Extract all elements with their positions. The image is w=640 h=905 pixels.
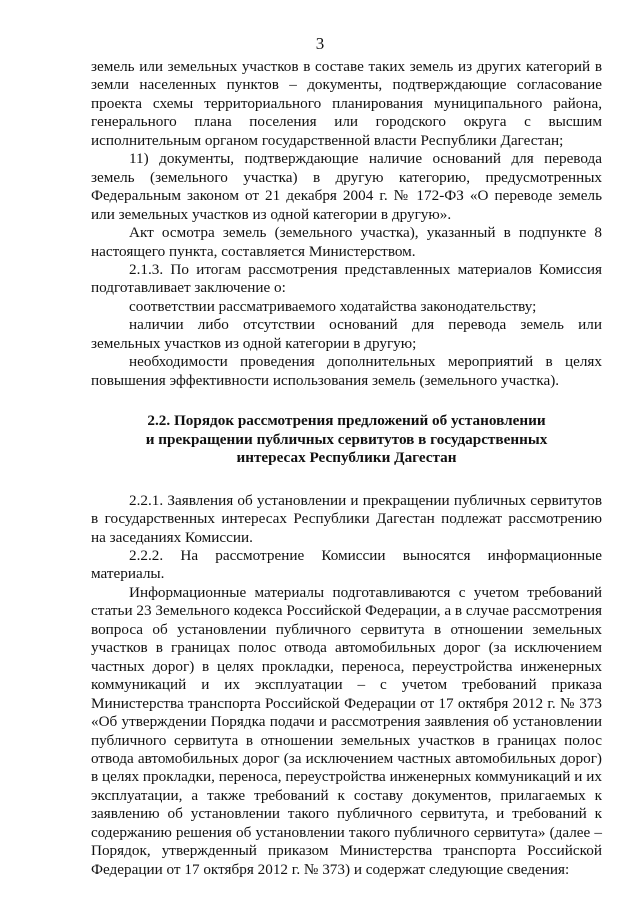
- page-number: 3: [315, 34, 325, 53]
- section-heading: [91, 412, 602, 468]
- paragraph: 2.1.3. По итогам рассмотрения представленных материалов Комиссия подготавливает заключение о:: [91, 260, 602, 297]
- document-body: [91, 58, 602, 879]
- heading-line: 2.2. Порядок рассмотрения предложений об установлении: [147, 412, 546, 430]
- heading-line: и прекращении публичных сервитутов в государственных: [145, 430, 548, 448]
- paragraph: 2.2.2. На рассмотрение Комиссии выносятся информационные материалы.: [91, 547, 602, 583]
- paragraph: Акт осмотра земель (земельного участка), указанный в подпункте 8 настоящего пункта, составляется Министерством.: [91, 224, 602, 260]
- paragraph: 2.2.1. Заявления об установлении и прекращении публичных сервитутов в государственных интересах Республики Дагестан подлежат рассмотрению на заседаниях Комиссии.: [91, 491, 602, 546]
- paragraph: Информационные материалы подготавливаются с учетом требований статьи 23 Земельного кодекса Российской Федерации, а в случае рассмотрения вопроса об установлении публичного сервитута в отношении земельных участков в границах полос отвода автомобильных дорог (за исключением частных дорог) в целях прокладки, переноса, переустройства инженерных коммуникаций и их эксплуатации – с учетом требований приказа Министерства транспорта Российской Федерации от 17 октября 2012 г. № 373 «Об утверждении Порядка подачи и рассмотрения заявления об установлении публичного сервитута в отношении земельных участков в границах полос отвода автомобильных дорог (за исключением частных автомобильных дорог) в целях прокладки, переноса, переустройства инженерных коммуникаций и их эксплуатации, а также требований к составу документов, прилагаемых к заявлению об установлении такого публичного сервитута, и требований к содержанию решения об установлении такого публичного сервитута» (далее – Порядок, утвержденный приказом Министерства транспорта Российской Федерации от 17 октября 2012 г. № 373) и содержат следующие сведения:: [91, 583, 602, 878]
- paragraph: необходимости проведения дополнительных мероприятий в целях повышения эффективности использования земель (земельного участка).: [91, 353, 602, 389]
- heading-line: интересах Республики Дагестан: [236, 449, 457, 467]
- paragraph: земель или земельных участков в составе таких земель из других категорий в земли населенных пунктов – документы, подтверждающие согласование проекта схемы территориального планирования муниципального района, генерального плана поселения или городского округа с высшим исполнительным органом государственной власти Республики Дагестан;: [91, 58, 602, 149]
- paragraph: наличии либо отсутствии оснований для перевода земель или земельных участков из одной категории в другую;: [91, 316, 602, 352]
- paragraph: соответствии рассматриваемого ходатайства законодательству;: [129, 297, 537, 315]
- paragraph: 11) документы, подтверждающие наличие оснований для перевода земель (земельного участка) в другую категорию, предусмотренных Федеральным законом от 21 декабря 2004 г. № 172-ФЗ «О переводе земель или земельных участков из одной категории в другую».: [91, 150, 602, 223]
